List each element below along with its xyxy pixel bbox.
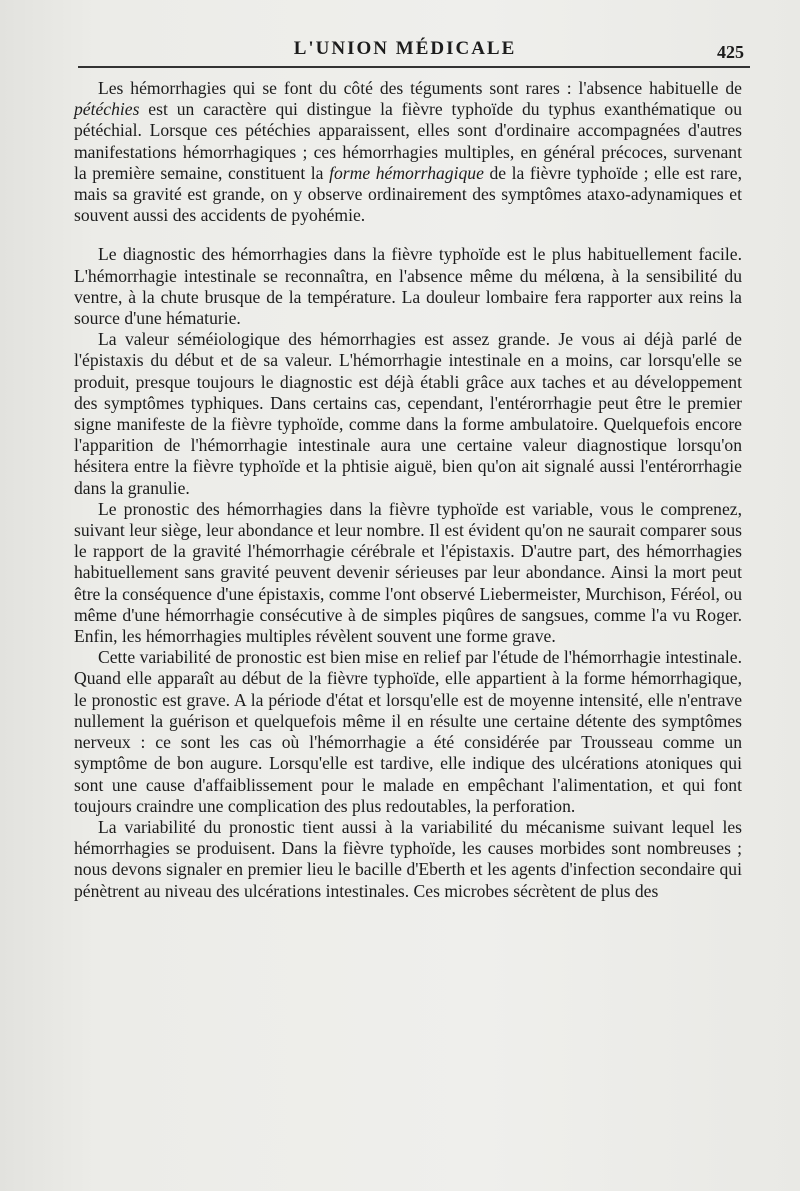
italic-term: pétéchies (74, 99, 140, 120)
journal-title: L'UNION MÉDICALE (293, 38, 517, 59)
article-body (74, 78, 742, 902)
italic-term: forme hémorrhagique (329, 162, 484, 183)
running-header (60, 38, 750, 66)
paragraph-mecanisme: La variabilité du pronostic tient aussi à la variabilité du mécanisme suivant lequel les hémorrhagies se produisent. Dans la fièvre typhoïde, les causes morbides sont nombreuses ; nous devons signaler en premier lieu le bacille d'Eberth et les agents d'infection secondaire qui pénètrent au niveau des ulcérations intestinales. Ces microbes sécrètent de plus des (74, 816, 742, 901)
paragraph-pronostic: Le pronostic des hémorrhagies dans la fièvre typhoïde est variable, vous le comprenez, suivant leur siège, leur abondance et leur nombre. Il est évident qu'on ne saurait comparer sous le rapport de la gravité l'hémorrhagie cérébrale et l'épistaxis. D'autre part, des hémorrhagies habituellement sans gravité peuvent devenir sérieuses par leur abondance. Ainsi la mort peut être la conséquence d'une épistaxis, comme l'ont observé Liebermeister, Murchison, Féréol, ou même d'une hémorrhagie consécutive à de simples piqûres de sangsues, comme l'a vu Roger. Enfin, les hémorrhagies multiples révèlent souvent une forme grave. (74, 498, 742, 647)
paragraph-variabilite-pronostic: Cette variabilité de pronostic est bien mise en relief par l'étude de l'hémorrhagie intestinale. Quand elle apparaît au début de la fièvre typhoïde, elle appartient à la forme hémorrhagique, le pronostic est grave. A la période d'état et lorsqu'elle est de moyenne intensité, elle n'entrave nullement la guérison et quelquefois même il en résulte une certaine détente des symptômes nerveux : ce sont les cas où l'hémorrhagie a été considérée par Trousseau comme un symptôme de bon augure. Lorsqu'elle est tardive, elle indique des ulcérations atoniques qui sont une cause d'affaiblissement pour le malade en empêchant l'alimentation, et qui font toujours craindre une complication des plus redoutables, la perforation. (74, 647, 742, 816)
paragraph-valeur-semeiologique: La valeur séméiologique des hémorrhagies est assez grande. Je vous ai déjà parlé de l'épistaxis du début et de sa valeur. L'hémorrhagie intestinale en a moins, car lorsqu'elle se produit, presque toujours le diagnostic est déjà établi grâce aux taches et au développement des symptômes typhiques. Dans certains cas, cependant, l'entérorrhagie peut être le premier signe manifeste de la fièvre typhoïde, comme dans la forme ambulatoire. Quelquefois encore l'apparition de l'hémorrhagie intestinale aura une certaine valeur diagnostique lorsqu'on hésitera entre la fièvre typhoïde et la phtisie aiguë, bien qu'on ait signalé aussi l'entérorrhagie dans la granulie. (74, 329, 742, 498)
paragraph-hemorrhagies-teguments: Les hémorrhagies qui se font du côté des téguments sont rares : l'absence habituelle de pétéchies est un caractère qui distingue la fièvre typhoïde du typhus exanthématique ou pétéchial. Lorsque ces pétéchies apparaissent, elles sont d'ordinaire accompagnées d'autres manifestations hémorrhagiques ; ces hémorrhagies multiples, en général précoces, survenant la première semaine, constituent la forme hémorrhagique de la fièvre typhoïde ; elle est rare, mais sa gravité est grande, on y observe ordinairement des symptômes ataxo-adynamiques et souvent aussi des accidents de pyohémie. (74, 78, 742, 226)
paragraph-diagnostic: Le diagnostic des hémorrhagies dans la fièvre typhoïde est le plus habituellement facile. L'hémorrhagie intestinale se reconnaîtra, en l'absence même du mélœna, à la sensibilité du ventre, à la chute brusque de la température. La douleur lombaire fera rapporter aux reins la source d'une hématurie. (74, 244, 742, 329)
page-number: 425 (717, 42, 744, 62)
header-rule (78, 66, 750, 68)
